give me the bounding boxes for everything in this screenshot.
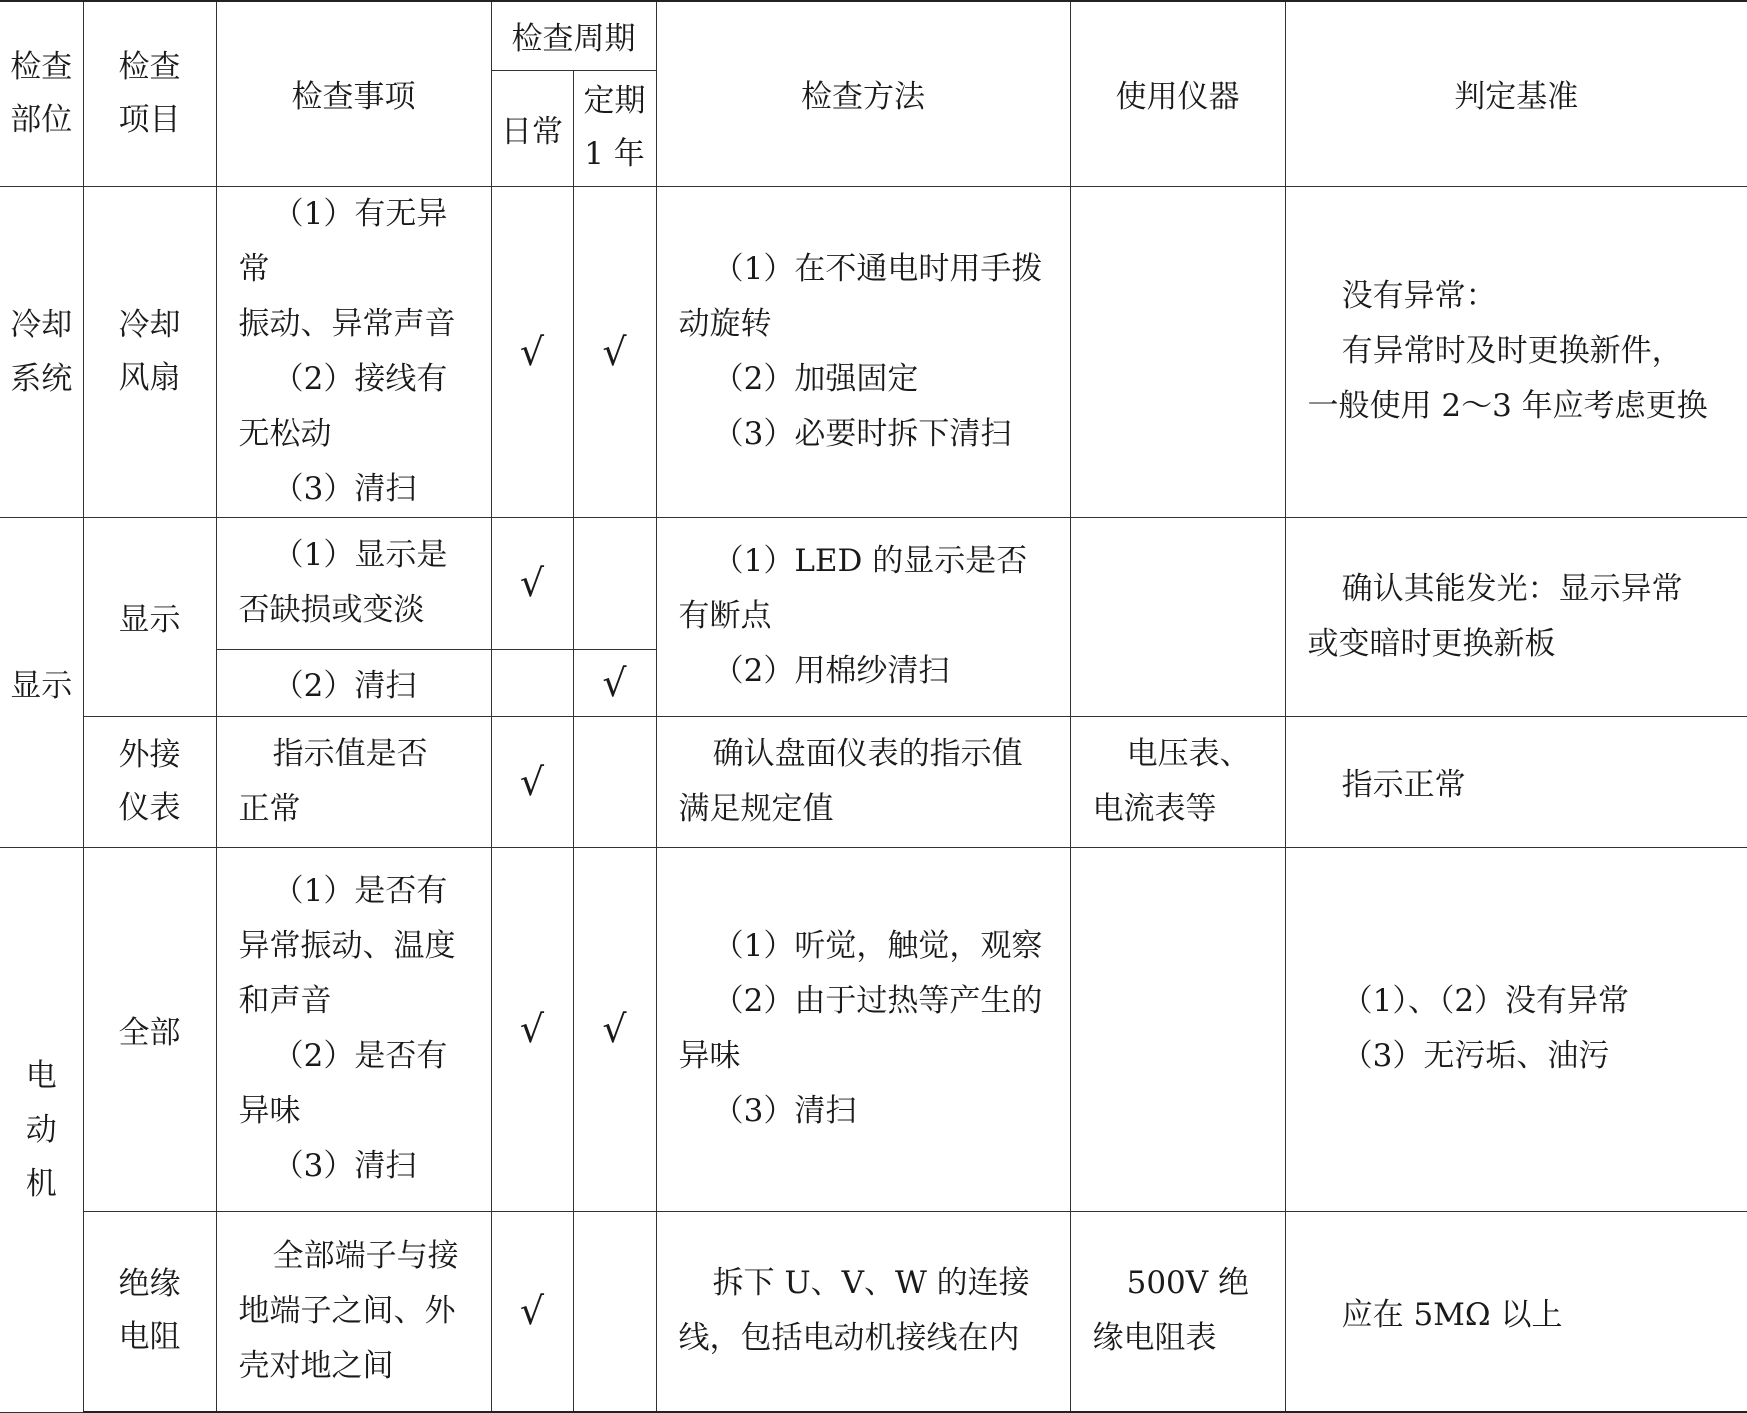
- meter-criteria: 指示正常: [1285, 716, 1747, 847]
- header-daily: 日常: [491, 70, 573, 186]
- motor-all-method: （1）听觉，触觉，观察 （2）由于过热等产生的 异味 （3）清扫: [656, 847, 1070, 1211]
- header-item: 检查 项目: [83, 1, 216, 186]
- motor-all-instrument: [1070, 847, 1285, 1211]
- table-row-motor-all: [0, 847, 1747, 1211]
- display-daily-empty-b: [491, 649, 573, 716]
- display-instrument: [1070, 517, 1285, 716]
- table-row-cooling: [0, 186, 1747, 517]
- table-row-display-a: [0, 517, 1747, 649]
- header-row-1: [0, 1, 1747, 70]
- meter-method: 确认盘面仪表的指示值 满足规定值: [656, 716, 1070, 847]
- cooling-daily-check: √: [491, 186, 573, 517]
- motor-all-criteria: （1）、（2）没有异常 （3）无污垢、油污: [1285, 847, 1747, 1211]
- display-daily-check: √: [491, 517, 573, 649]
- insulation-criteria: 应在 5MΩ 以上: [1285, 1211, 1747, 1412]
- display-periodic-check: √: [573, 649, 656, 716]
- cooling-criteria: 没有异常： 有异常时及时更换新件， 一般使用 2～3 年应考虑更换: [1285, 186, 1747, 517]
- meter-instrument: 电压表、 电流表等: [1070, 716, 1285, 847]
- insulation-instrument: 500V 绝 缘电阻表: [1070, 1211, 1285, 1412]
- cooling-method: （1）在不通电时用手拨 动旋转 （2）加强固定 （3）必要时拆下清扫: [656, 186, 1070, 517]
- header-instrument: 使用仪器: [1070, 1, 1285, 186]
- meter-daily-check: √: [491, 716, 573, 847]
- display-location: 显示: [0, 517, 83, 847]
- display-matter-b: （2）清扫: [216, 649, 491, 716]
- insulation-matter: 全部端子与接 地端子之间、外 壳对地之间: [216, 1211, 491, 1412]
- motor-all-item: 全部: [83, 847, 216, 1211]
- display-item: 显示: [83, 517, 216, 716]
- insulation-item: 绝缘 电阻: [83, 1211, 216, 1412]
- display-criteria: 确认其能发光：显示异常 或变暗时更换新板: [1285, 517, 1747, 716]
- meter-matter: 指示值是否 正常: [216, 716, 491, 847]
- cooling-matter: （1）有无异常 振动、异常声音 （2）接线有 无松动 （3）清扫: [216, 186, 491, 517]
- header-matter: 检查事项: [216, 1, 491, 186]
- header-criteria: 判定基准: [1285, 1, 1747, 186]
- meter-periodic-empty: [573, 716, 656, 847]
- motor-all-periodic-check: √: [573, 847, 656, 1211]
- motor-all-matter: （1）是否有 异常振动、温度 和声音 （2）是否有 异味 （3）清扫: [216, 847, 491, 1211]
- table-row-insulation: [0, 1211, 1747, 1412]
- display-matter-a: （1）显示是 否缺损或变淡: [216, 517, 491, 649]
- meter-item: 外接 仪表: [83, 716, 216, 847]
- insulation-method: 拆下 U、V、W 的连接 线，包括电动机接线在内: [656, 1211, 1070, 1412]
- cooling-instrument: [1070, 186, 1285, 517]
- insulation-periodic-empty: [573, 1211, 656, 1412]
- motor-location: 电 动 机: [0, 847, 83, 1412]
- motor-all-daily-check: √: [491, 847, 573, 1211]
- display-method: （1）LED 的显示是否 有断点 （2）用棉纱清扫: [656, 517, 1070, 716]
- insulation-daily-check: √: [491, 1211, 573, 1412]
- header-method: 检查方法: [656, 1, 1070, 186]
- header-periodic: 定期 1 年: [573, 70, 656, 186]
- cooling-location: 冷却 系统: [0, 186, 83, 517]
- table-row-meter: [0, 716, 1747, 847]
- header-cycle: 检查周期: [491, 1, 656, 70]
- header-location: 检查 部位: [0, 1, 83, 186]
- cooling-item: 冷却 风扇: [83, 186, 216, 517]
- cooling-periodic-check: √: [573, 186, 656, 517]
- display-periodic-empty-a: [573, 517, 656, 649]
